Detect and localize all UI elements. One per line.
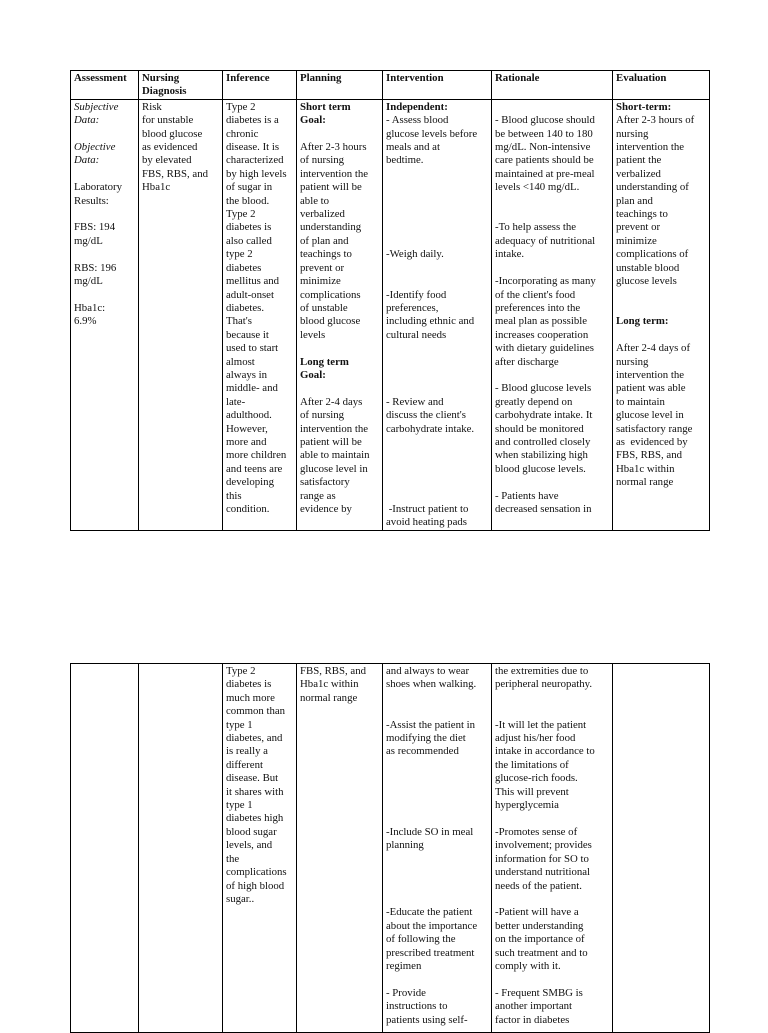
cell-text-line: of sugar in — [226, 181, 273, 194]
cell-text-line: understanding of — [616, 181, 689, 194]
header-rationale: Rationale — [492, 71, 613, 100]
cell-text-line: common than — [226, 705, 286, 718]
cell-text-line: to maintain — [616, 395, 665, 408]
cell-text-line: plan and — [616, 194, 653, 207]
cell-text-line: mg/dL. Non-intensive — [495, 141, 591, 154]
cell-text-line: FBS, RBS, and — [300, 665, 367, 677]
cell-text-line: range as — [300, 489, 336, 502]
cell-text-line — [495, 369, 609, 382]
cell-text-line: middle- and — [226, 382, 278, 395]
cell-text-line: greatly depend on — [495, 395, 573, 408]
cell-text-line — [386, 880, 488, 893]
cell-text-line — [616, 289, 706, 302]
cell-text-line: evidence by — [300, 503, 352, 515]
cell-text-line: as evidenced by — [616, 435, 688, 448]
cell-text-line: Long term: — [616, 315, 669, 328]
rationale-cell — [492, 664, 613, 1033]
cell-text-line: teachings to — [616, 208, 668, 221]
cell-text-line: After 2-3 hours of — [616, 114, 695, 127]
cell-text-line: including ethnic and — [386, 315, 475, 328]
cell-text-line: - Patients have — [495, 489, 559, 502]
cell-text-line: FBS: 194 — [74, 221, 116, 234]
cell-text-line: -Include SO in meal — [386, 825, 474, 838]
cell-text-line — [386, 168, 488, 181]
cell-text-line: -Educate the patient — [386, 906, 473, 919]
cell-text-line: by elevated — [142, 154, 192, 167]
cell-text-line: able to — [300, 194, 330, 207]
cell-text-line: Long term — [300, 355, 349, 368]
inference-cell — [223, 664, 297, 1033]
cell-text-line: -Weigh daily. — [386, 248, 444, 261]
cell-text-line — [616, 329, 706, 342]
cell-text-line: comply with it. — [495, 959, 561, 972]
cell-text-line: chronic — [226, 127, 259, 140]
cell-text-line: maintained at pre-meal — [495, 167, 595, 180]
cell-text-line: Short term — [300, 100, 351, 113]
cell-text-line: - Review and — [386, 395, 444, 408]
cell-text-line: the blood. — [226, 194, 270, 207]
cell-text-line — [386, 973, 488, 986]
cell-text-line: as evidenced — [142, 141, 198, 154]
cell-text-line: - Blood glucose levels — [495, 382, 592, 395]
cell-text-line: peripheral neuropathy. — [495, 678, 593, 691]
cell-text-line: of nursing — [300, 154, 345, 167]
cell-text-line: bedtime. — [386, 154, 424, 167]
cell-text-line: Objective — [74, 141, 116, 154]
cell-text-line — [386, 436, 488, 449]
cell-text-line: - Blood glucose should — [495, 114, 595, 127]
header-row — [71, 71, 710, 100]
cell-text-line: - Provide — [386, 986, 426, 999]
cell-text-line: blood glucose levels. — [495, 462, 586, 475]
cell-text-line: also called — [226, 234, 272, 247]
cell-text-line: levels <140 mg/dL. — [495, 181, 580, 194]
cell-text-line: adequacy of nutritional — [495, 234, 596, 247]
cell-text-line: glucose levels before — [386, 127, 478, 140]
cell-text-line — [616, 302, 706, 315]
cell-text-line: discuss the client's — [386, 409, 466, 422]
cell-text-line: Independent: — [386, 100, 448, 113]
cell-text-line: it shares with — [226, 785, 284, 798]
cell-text-line — [386, 893, 488, 906]
cell-text-line: Type 2 — [226, 100, 256, 113]
cell-text-line — [386, 463, 488, 476]
cell-text-line: Hba1c within — [300, 678, 359, 691]
cell-text-line: of nursing — [300, 409, 345, 422]
cell-text-line: Goal: — [300, 368, 326, 381]
cell-text-line: complications — [226, 866, 287, 879]
cell-text-line: Type 2 — [226, 208, 256, 221]
cell-text-line — [300, 382, 379, 395]
cell-text-line: Short-term: — [616, 100, 672, 113]
cell-text-line: -Incorporating as many — [495, 275, 596, 288]
cell-text-line: Hba1c — [142, 181, 171, 194]
care-plan-table — [70, 70, 710, 531]
cell-text-line: diabetes high — [226, 812, 284, 825]
cell-text-line — [74, 289, 135, 302]
cell-text-line — [386, 342, 488, 355]
cell-text-line: adult-onset — [226, 288, 274, 301]
rationale-cell — [492, 99, 613, 530]
cell-text-line: -Patient will have a — [495, 906, 579, 919]
cell-text-line: because it — [226, 328, 269, 341]
cell-text-line: disease. But — [226, 772, 279, 785]
cell-text-line: as recommended — [386, 745, 459, 758]
cell-text-line: of high blood — [226, 879, 285, 892]
cell-text-line: cultural needs — [386, 328, 447, 341]
cell-text-line: avoid heating pads — [386, 516, 467, 529]
cell-text-line: condition. — [226, 503, 270, 515]
cell-text-line: Data: — [74, 114, 100, 127]
cell-text-line: Data: — [74, 154, 100, 167]
cell-text-line: That's — [226, 315, 252, 328]
cell-text-line: Hba1c: — [74, 301, 106, 314]
cell-text-line: patients using self- — [386, 1013, 468, 1026]
table-row — [71, 99, 710, 530]
cell-text-line: and controlled closely — [495, 435, 591, 448]
cell-text-line: patient will be — [300, 435, 362, 448]
cell-text-line: information for SO to — [495, 852, 589, 865]
cell-text-line: After 2-4 days of — [616, 342, 691, 355]
cell-text-line: developing — [226, 476, 274, 489]
cell-text-line: almost — [226, 355, 255, 368]
cell-text-line: intake. — [495, 248, 525, 261]
cell-text-line: complications of — [616, 248, 689, 261]
cell-text-line: understanding — [300, 221, 362, 234]
cell-text-line: Hba1c within — [616, 462, 675, 475]
cell-text-line: shoes when walking. — [386, 678, 477, 691]
cell-text-line: for unstable — [142, 114, 194, 127]
cell-text-line — [386, 382, 488, 395]
cell-text-line — [386, 853, 488, 866]
cell-text-line: more children — [226, 449, 287, 462]
cell-text-line: preferences, — [386, 301, 439, 314]
cell-text-line: glucose level in — [300, 462, 368, 475]
cell-text-line: Laboratory — [74, 181, 122, 194]
cell-text-line: After 2-3 hours — [300, 141, 367, 154]
cell-text-line: intervention the — [616, 368, 685, 381]
cell-text-line: should be monitored — [495, 422, 584, 435]
cell-text-line: when stabilizing high — [495, 449, 588, 462]
cell-text-line: satisfactory — [300, 476, 350, 489]
cell-text-line: blood sugar — [226, 825, 277, 838]
cell-text-line: minimize — [300, 275, 341, 288]
cell-text-line: and always to wear — [386, 665, 470, 677]
cell-text-line: mg/dL — [74, 275, 103, 288]
intervention-cell — [383, 99, 492, 530]
cell-text-line: mellitus and — [226, 275, 280, 288]
inference-cell — [223, 99, 297, 530]
assessment-cell — [71, 99, 139, 530]
assessment-cell — [71, 664, 139, 1033]
cell-text-line — [386, 195, 488, 208]
cell-text-line: the limitations of — [495, 758, 569, 771]
cell-text-line: much more — [226, 691, 275, 704]
cell-text-line: prescribed treatment — [386, 946, 475, 959]
cell-text-line: - Frequent SMBG is — [495, 986, 583, 999]
cell-text-line: another important — [495, 1000, 573, 1013]
cell-text-line: However, — [226, 422, 268, 435]
cell-text-line: diabetes is a — [226, 114, 279, 127]
cell-text-line — [300, 342, 379, 355]
cell-text-line: normal range — [300, 691, 358, 704]
cell-text-line — [386, 799, 488, 812]
cell-text-line: is really a — [226, 745, 268, 758]
cell-text-line — [386, 449, 488, 462]
cell-text-line: -It will let the patient — [495, 718, 587, 731]
cell-text-line: patient was able — [616, 382, 686, 395]
cell-text-line: disease. It is — [226, 141, 280, 154]
cell-text-line — [386, 476, 488, 489]
cell-text-line: on the importance of — [495, 933, 585, 946]
cell-text-line: prevent or — [300, 261, 345, 274]
cell-text-line: intervention the — [300, 422, 369, 435]
cell-text-line: verbalized — [616, 167, 661, 180]
cell-text-line: patient the — [616, 154, 662, 167]
evaluation-cell — [613, 99, 710, 530]
cell-text-line: used to start — [226, 342, 279, 355]
table-row — [71, 664, 710, 1033]
cell-text-line: nursing — [616, 127, 649, 140]
header-intervention: Intervention — [383, 71, 492, 100]
care-plan-table-continued — [70, 663, 710, 1033]
header-evaluation: Evaluation — [613, 71, 710, 100]
cell-text-line: Subjective — [74, 100, 119, 113]
cell-text-line — [74, 208, 135, 221]
planning-cell — [297, 99, 383, 530]
cell-text-line — [495, 101, 609, 114]
cell-text-line: of following the — [386, 933, 456, 946]
cell-text-line: diabetes is — [226, 221, 272, 234]
cell-text-line — [386, 705, 488, 718]
cell-text-line — [495, 705, 609, 718]
cell-text-line: Type 2 — [226, 665, 256, 677]
cell-text-line: blood glucose — [142, 127, 203, 140]
cell-text-line — [386, 235, 488, 248]
cell-text-line: carbohydrate intake. It — [495, 409, 593, 422]
header-inference: Inference — [223, 71, 297, 100]
cell-text-line: hyperglycemia — [495, 799, 559, 812]
cell-text-line — [74, 248, 135, 261]
cell-text-line: able to maintain — [300, 449, 370, 462]
cell-text-line: diabetes, and — [226, 732, 283, 745]
cell-text-line — [386, 812, 488, 825]
cell-text-line: involvement; provides — [495, 839, 592, 852]
cell-text-line: After 2-4 days — [300, 395, 363, 408]
intervention-cell — [383, 664, 492, 1033]
cell-text-line — [495, 208, 609, 221]
header-planning: Planning — [297, 71, 383, 100]
cell-text-line: with dietary guidelines — [495, 342, 594, 355]
cell-text-line: RBS: 196 — [74, 261, 117, 274]
cell-text-line: regimen — [386, 959, 422, 972]
cell-text-line: glucose levels — [616, 275, 677, 288]
cell-text-line: verbalized — [300, 208, 345, 221]
cell-text-line — [495, 195, 609, 208]
cell-text-line — [386, 262, 488, 275]
cell-text-line: prevent or — [616, 221, 661, 234]
cell-text-line — [386, 356, 488, 369]
cell-text-line: nursing — [616, 355, 649, 368]
cell-text-line: instructions to — [386, 1000, 448, 1013]
cell-text-line — [300, 128, 379, 141]
cell-text-line: glucose-rich foods. — [495, 772, 578, 785]
cell-text-line: modifying the diet — [386, 732, 466, 745]
cell-text-line: adulthood. — [226, 409, 272, 422]
cell-text-line: the extremities due to — [495, 665, 589, 677]
cell-text-line: - Assess blood — [386, 114, 449, 127]
cell-text-line: this — [226, 489, 242, 502]
cell-text-line — [386, 772, 488, 785]
cell-text-line: such treatment and to — [495, 946, 588, 959]
cell-text-line: different — [226, 758, 263, 771]
cell-text-line: of plan and — [300, 234, 349, 247]
cell-text-line: of unstable — [300, 301, 348, 314]
cell-text-line: glucose level in — [616, 409, 684, 422]
cell-text-line — [386, 221, 488, 234]
cell-text-line: late- — [226, 395, 246, 408]
cell-text-line: This will prevent — [495, 785, 569, 798]
cell-text-line: diabetes is — [226, 678, 272, 691]
cell-text-line: FBS, RBS, and — [616, 449, 683, 462]
cell-text-line — [495, 262, 609, 275]
header-assessment: Assessment — [71, 71, 139, 100]
cell-text-line: patient will be — [300, 181, 362, 194]
planning-cell — [297, 664, 383, 1033]
cell-text-line — [386, 181, 488, 194]
cell-text-line: satisfactory range — [616, 422, 693, 435]
cell-text-line: intervention the — [616, 141, 685, 154]
cell-text-line — [495, 476, 609, 489]
cell-text-line: carbohydrate intake. — [386, 422, 475, 435]
cell-text-line: factor in diabetes — [495, 1013, 570, 1026]
cell-text-line: diabetes. — [226, 301, 265, 314]
cell-text-line: Results: — [74, 194, 109, 207]
cell-text-line: better understanding — [495, 919, 584, 932]
cell-text-line: -Promotes sense of — [495, 825, 578, 838]
cell-text-line — [386, 692, 488, 705]
cell-text-line: sugar.. — [226, 892, 255, 905]
cell-text-line: always in — [226, 368, 268, 381]
cell-text-line: minimize — [616, 234, 657, 247]
cell-text-line: meals and at — [386, 141, 440, 154]
cell-text-line: increases cooperation — [495, 328, 589, 341]
cell-text-line: understand nutritional — [495, 866, 591, 879]
cell-text-line: of the client's food — [495, 288, 576, 301]
cell-text-line: complications — [300, 288, 361, 301]
cell-text-line — [495, 893, 609, 906]
cell-text-line: Risk — [142, 100, 162, 113]
nursing-diagnosis-cell — [139, 99, 223, 530]
cell-text-line — [386, 759, 488, 772]
cell-text-line — [495, 812, 609, 825]
care-plan-table-page-2 — [70, 663, 709, 1033]
header-nursing-diagnosis: Nursing Diagnosis — [139, 71, 223, 100]
cell-text-line: -To help assess the — [495, 221, 577, 234]
cell-text-line — [386, 275, 488, 288]
cell-text-line — [386, 208, 488, 221]
cell-text-line: care patients should be — [495, 154, 594, 167]
cell-text-line: and teens are — [226, 462, 283, 475]
cell-text-line: after discharge — [495, 355, 559, 368]
cell-text-line — [386, 866, 488, 879]
cell-text-line: levels — [300, 328, 326, 341]
cell-text-line: meal plan as possible — [495, 315, 588, 328]
cell-text-line: more and — [226, 435, 267, 448]
cell-text-line: about the importance — [386, 919, 478, 932]
cell-text-line: adjust his/her food — [495, 732, 576, 745]
cell-text-line: mg/dL — [74, 234, 103, 247]
cell-text-line — [74, 128, 135, 141]
cell-text-line — [495, 973, 609, 986]
cell-text-line: 6.9% — [74, 315, 97, 328]
cell-text-line: planning — [386, 839, 424, 852]
cell-text-line: the — [226, 852, 240, 865]
cell-text-line: -Identify food — [386, 288, 447, 301]
cell-text-line: type 1 — [226, 799, 253, 812]
cell-text-line: be between 140 to 180 — [495, 127, 593, 140]
cell-text-line — [74, 168, 135, 181]
cell-text-line: intervention the — [300, 167, 369, 180]
cell-text-line: FBS, RBS, and — [142, 167, 209, 180]
cell-text-line: teachings to — [300, 248, 352, 261]
nursing-diagnosis-cell — [139, 664, 223, 1033]
cell-text-line: Goal: — [300, 114, 326, 127]
evaluation-cell — [613, 664, 710, 1033]
cell-text-line — [386, 786, 488, 799]
cell-text-line: type 2 — [226, 248, 253, 261]
cell-text-line: diabetes — [226, 261, 262, 274]
cell-text-line: normal range — [616, 476, 674, 489]
care-plan-table-page-1 — [70, 70, 709, 529]
cell-text-line: levels, and — [226, 839, 273, 852]
cell-text-line — [386, 369, 488, 382]
cell-text-line: characterized — [226, 154, 284, 167]
cell-text-line: unstable blood — [616, 261, 680, 274]
cell-text-line: -Assist the patient in — [386, 718, 476, 731]
cell-text-line: blood glucose — [300, 315, 361, 328]
cell-text-line: -Instruct patient to — [386, 503, 469, 515]
cell-text-line: decreased sensation in — [495, 503, 592, 515]
cell-text-line: preferences into the — [495, 301, 581, 314]
cell-text-line: type 1 — [226, 718, 253, 731]
cell-text-line: needs of the patient. — [495, 879, 582, 892]
cell-text-line: intake in accordance to — [495, 745, 595, 758]
cell-text-line — [386, 490, 488, 503]
cell-text-line: by high levels — [226, 167, 287, 180]
cell-text-line — [495, 692, 609, 705]
